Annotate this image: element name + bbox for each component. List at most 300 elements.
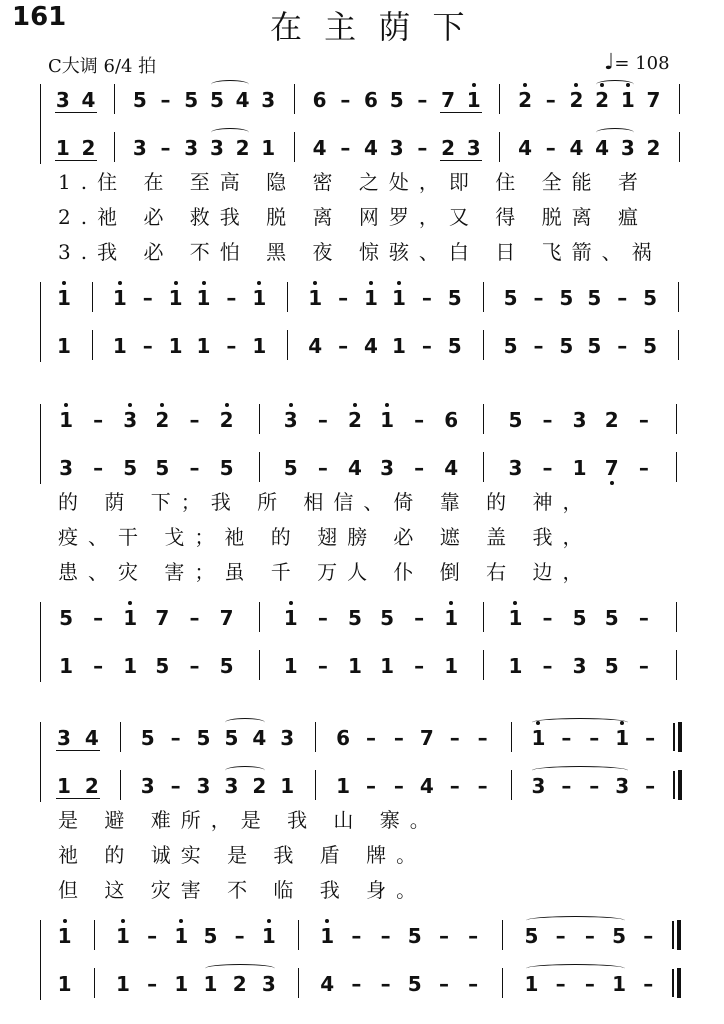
slur (225, 718, 265, 727)
note: 3 (55, 88, 70, 112)
note: – (414, 606, 425, 630)
note: 4 (595, 136, 610, 160)
slur (225, 766, 265, 775)
note: 5 (219, 654, 234, 678)
note: 1 (56, 334, 71, 358)
note: 5 (447, 334, 462, 358)
note: 1 (380, 408, 394, 432)
barline (499, 132, 500, 162)
high-octave-dot (121, 919, 125, 923)
note: 4 (364, 334, 378, 358)
slur (596, 128, 634, 137)
note: – (542, 654, 553, 678)
note: 1 (466, 88, 481, 112)
note: 1 (196, 334, 211, 358)
note: – (468, 972, 479, 996)
note: 3 (615, 774, 630, 798)
barline (294, 84, 295, 114)
tempo-marking (604, 50, 670, 75)
note: 5 (347, 606, 362, 630)
barline (678, 282, 679, 312)
note: 1 (620, 88, 635, 112)
slur (205, 964, 275, 973)
note: 4 (364, 136, 378, 160)
note: 1 (364, 286, 378, 310)
note: – (414, 456, 425, 480)
high-octave-dot (174, 281, 178, 285)
note: – (160, 88, 171, 112)
note: – (351, 924, 362, 948)
barline (287, 330, 288, 360)
barline (92, 330, 93, 360)
barline (676, 404, 677, 434)
system-left-bar (40, 84, 41, 164)
high-octave-dot (267, 919, 271, 923)
lyric-line: 3.我 必 不怕 黑 夜 惊骇、白 日 飞箭、祸 (58, 240, 662, 264)
note: – (366, 726, 376, 750)
barline (92, 282, 93, 312)
note: 2 (252, 774, 267, 798)
note: 5 (587, 286, 602, 310)
note: 5 (643, 286, 658, 310)
note: 2 (81, 136, 96, 160)
note: 6 (364, 88, 378, 112)
lyric-line: 但 这 灾害 不 临 我 身。 (58, 878, 427, 902)
note: 5 (209, 88, 224, 112)
underline (440, 160, 482, 161)
barline (483, 650, 484, 680)
note: 3 (380, 456, 394, 480)
note: – (643, 972, 654, 996)
note: – (584, 972, 595, 996)
note: – (421, 286, 432, 310)
note: 2 (84, 774, 99, 798)
note: 3 (620, 136, 635, 160)
note: 7 (646, 88, 661, 112)
note: – (93, 456, 104, 480)
lyric-line: 祂 的 诚实 是 我 盾 牌。 (58, 843, 427, 867)
barline (679, 84, 680, 114)
note: – (338, 334, 349, 358)
system-left-bar (40, 602, 41, 682)
note: 4 (444, 456, 459, 480)
note: – (189, 456, 200, 480)
note: – (542, 606, 553, 630)
note: 1 (444, 654, 459, 678)
note: 1 (261, 924, 276, 948)
note: 5 (612, 924, 626, 948)
note: 5 (155, 654, 170, 678)
high-octave-dot (289, 601, 293, 605)
note: 1 (196, 286, 211, 310)
note: 6 (312, 88, 327, 112)
barline (259, 452, 260, 482)
barline (678, 722, 682, 752)
note: – (617, 286, 628, 310)
note: 1 (115, 972, 130, 996)
note: 3 (224, 774, 239, 798)
lyric-line: 疫、干 戈；祂 的 翅膀 必 遮 盖 我， (58, 525, 593, 549)
barline (114, 132, 115, 162)
barline (678, 770, 682, 800)
underline (56, 750, 100, 751)
note: 1 (168, 334, 183, 358)
note: 5 (155, 456, 170, 480)
note: 1 (174, 924, 189, 948)
note: 1 (112, 334, 127, 358)
note: 5 (184, 88, 199, 112)
note: 1 (56, 286, 71, 310)
high-octave-dot (513, 601, 517, 605)
note: 1 (283, 606, 298, 630)
note: 1 (283, 654, 298, 678)
note: 4 (308, 334, 323, 358)
note: – (645, 726, 656, 750)
note: – (380, 972, 391, 996)
note: 5 (196, 726, 211, 750)
barline (315, 770, 316, 800)
barline (120, 770, 121, 800)
note: 2 (347, 408, 362, 432)
high-octave-dot (325, 919, 329, 923)
barline (483, 452, 484, 482)
barline (676, 602, 677, 632)
high-octave-dot (449, 601, 453, 605)
tempo-value: = 108 (614, 53, 670, 74)
note: 1 (508, 606, 523, 630)
note: 2 (604, 408, 619, 432)
barline (120, 722, 121, 752)
note: – (393, 774, 404, 798)
high-octave-dot (385, 403, 389, 407)
note: 1 (524, 972, 539, 996)
note: 5 (503, 334, 518, 358)
note: 1 (56, 774, 71, 798)
barline (259, 404, 260, 434)
system-left-bar (40, 282, 41, 362)
slur (211, 80, 249, 89)
note: 1 (531, 726, 546, 750)
barline (676, 452, 677, 482)
note: 1 (261, 136, 276, 160)
note: 1 (203, 972, 218, 996)
note: – (142, 334, 153, 358)
note: 3 (196, 774, 211, 798)
barline (94, 920, 95, 950)
note: – (417, 88, 428, 112)
high-octave-dot (202, 281, 206, 285)
note: 5 (407, 972, 422, 996)
note: – (142, 286, 153, 310)
note: 3 (132, 136, 147, 160)
note: 1 (280, 774, 295, 798)
note: 1 (508, 654, 523, 678)
note: 4 (81, 88, 96, 112)
note: 6 (336, 726, 351, 750)
note: 7 (441, 88, 455, 112)
note: – (317, 606, 328, 630)
note: – (542, 408, 553, 432)
note: – (147, 972, 158, 996)
note: – (638, 606, 649, 630)
note: 4 (320, 972, 335, 996)
barline (259, 602, 260, 632)
note: – (380, 924, 391, 948)
note: 1 (336, 774, 351, 798)
note: 1 (123, 654, 138, 678)
note: 3 (261, 972, 276, 996)
note: 1 (168, 286, 183, 310)
note: 3 (184, 136, 199, 160)
note: 5 (604, 654, 619, 678)
barline (511, 722, 512, 752)
high-octave-dot (128, 601, 132, 605)
high-octave-dot (62, 281, 66, 285)
note: 5 (524, 924, 539, 948)
barline (315, 722, 316, 752)
barline (678, 330, 679, 360)
note: 4 (252, 726, 267, 750)
high-octave-dot (523, 83, 527, 87)
note: 5 (604, 606, 619, 630)
note: 4 (312, 136, 327, 160)
key-signature: C大调 6/4 拍 (48, 56, 157, 77)
note: 1 (380, 654, 394, 678)
note: – (234, 924, 245, 948)
note: 5 (224, 726, 239, 750)
barline (483, 330, 484, 360)
note: 5 (59, 606, 73, 630)
note: 2 (441, 136, 455, 160)
underline (56, 798, 100, 799)
barline (502, 968, 503, 998)
note: – (542, 456, 553, 480)
high-octave-dot (128, 403, 132, 407)
note: – (561, 774, 572, 798)
note: 2 (232, 972, 247, 996)
note: – (189, 408, 200, 432)
note: 3 (123, 408, 138, 432)
note: 5 (587, 334, 602, 358)
note: 1 (252, 334, 267, 358)
note: 4 (518, 136, 533, 160)
note: 1 (612, 972, 626, 996)
barline (298, 968, 299, 998)
note: – (545, 88, 556, 112)
note: 3 (531, 774, 546, 798)
note: 5 (140, 726, 155, 750)
note: 5 (132, 88, 147, 112)
barline (483, 282, 484, 312)
note: 2 (235, 136, 250, 160)
note: – (340, 136, 351, 160)
note: 2 (155, 408, 170, 432)
high-octave-dot (289, 403, 293, 407)
lyric-line: 患、灾 害；虽 千 万人 仆 倒 右 边， (58, 560, 593, 584)
note: 5 (283, 456, 298, 480)
note: – (584, 924, 595, 948)
lyric-line: 1.住 在 至高 隐 密 之处，即 住 全能 者 (58, 170, 648, 194)
note: 1 (444, 606, 459, 630)
low-octave-dot (610, 481, 614, 485)
slur (532, 718, 628, 727)
note: 6 (444, 408, 459, 432)
note: 1 (252, 286, 267, 310)
barline (676, 650, 677, 680)
note: 7 (604, 456, 619, 480)
note: – (643, 924, 654, 948)
note: – (366, 774, 376, 798)
note: – (338, 286, 349, 310)
note: – (477, 726, 488, 750)
note: – (393, 726, 404, 750)
system-left-bar (40, 722, 41, 802)
note: 5 (389, 88, 404, 112)
note: – (449, 774, 460, 798)
barline (677, 968, 681, 998)
slur (526, 964, 626, 973)
slur (526, 916, 626, 925)
underline (55, 160, 97, 161)
system-left-bar (40, 920, 41, 1000)
barline (94, 968, 95, 998)
note: 3 (572, 654, 587, 678)
barline (499, 84, 500, 114)
note: – (533, 334, 544, 358)
high-octave-dot (472, 83, 476, 87)
barline (259, 650, 260, 680)
quarter-note-icon: ♩ (604, 50, 615, 75)
underline (440, 112, 482, 113)
note: 3 (466, 136, 481, 160)
note: 1 (308, 286, 323, 310)
note: – (555, 924, 566, 948)
note: 2 (518, 88, 533, 112)
note: – (170, 774, 181, 798)
barline (483, 602, 484, 632)
note: 4 (569, 136, 584, 160)
note: 3 (261, 88, 276, 112)
note: 1 (123, 606, 138, 630)
note: – (317, 408, 328, 432)
high-octave-dot (118, 281, 122, 285)
note: 1 (59, 654, 73, 678)
note: 5 (203, 924, 218, 948)
note: 1 (391, 334, 406, 358)
note: 5 (572, 606, 587, 630)
note: 1 (57, 924, 72, 948)
slur (532, 766, 628, 775)
note: – (93, 606, 104, 630)
note: 1 (55, 136, 70, 160)
note: 5 (559, 334, 574, 358)
note: – (417, 136, 428, 160)
note: – (414, 654, 425, 678)
note: 4 (347, 456, 362, 480)
high-octave-dot (160, 403, 164, 407)
note: 1 (115, 924, 130, 948)
note: – (170, 726, 181, 750)
high-octave-dot (63, 919, 67, 923)
note: 2 (219, 408, 234, 432)
note: 3 (508, 456, 523, 480)
note: – (226, 286, 237, 310)
high-octave-dot (225, 403, 229, 407)
note: – (189, 606, 200, 630)
note: – (93, 408, 104, 432)
hymn-number: 161 (12, 2, 67, 32)
note: – (317, 456, 328, 480)
note: 5 (219, 456, 234, 480)
note: – (638, 654, 649, 678)
barline (502, 920, 503, 950)
note: – (555, 972, 566, 996)
high-octave-dot (257, 281, 261, 285)
note: 4 (235, 88, 250, 112)
note: – (340, 88, 351, 112)
barline (511, 770, 512, 800)
note: – (438, 924, 449, 948)
note: – (438, 972, 449, 996)
slur (211, 128, 249, 137)
note: – (421, 334, 432, 358)
high-octave-dot (179, 919, 183, 923)
high-octave-dot (369, 281, 373, 285)
note: 1 (112, 286, 127, 310)
note: – (93, 654, 104, 678)
note: 5 (380, 606, 394, 630)
note: – (414, 408, 425, 432)
note: – (617, 334, 628, 358)
note: – (589, 726, 600, 750)
note: – (545, 136, 556, 160)
note: 7 (219, 606, 234, 630)
note: 1 (174, 972, 189, 996)
note: – (638, 456, 649, 480)
note: 1 (572, 456, 587, 480)
high-octave-dot (313, 281, 317, 285)
note: – (160, 136, 171, 160)
note: – (317, 654, 328, 678)
high-octave-dot (397, 281, 401, 285)
note: – (645, 774, 656, 798)
note: 5 (503, 286, 518, 310)
note: 5 (643, 334, 658, 358)
note: 3 (56, 726, 71, 750)
note: 1 (57, 972, 72, 996)
barline (679, 132, 680, 162)
note: 5 (559, 286, 574, 310)
note: – (226, 334, 237, 358)
page-title: 在 主 荫 下 (270, 8, 471, 46)
barline (298, 920, 299, 950)
note: 5 (123, 456, 138, 480)
slur (596, 80, 634, 89)
note: 4 (84, 726, 99, 750)
lyric-line: 的 荫 下；我 所 相信、倚 靠 的 神， (58, 490, 593, 514)
barline (677, 920, 681, 950)
barline (294, 132, 295, 162)
note: – (351, 972, 362, 996)
note: – (589, 774, 600, 798)
note: 2 (646, 136, 661, 160)
note: 5 (508, 408, 523, 432)
note: 1 (347, 654, 362, 678)
note: 3 (59, 456, 73, 480)
note: 3 (280, 726, 295, 750)
note: 2 (595, 88, 610, 112)
note: 3 (209, 136, 224, 160)
